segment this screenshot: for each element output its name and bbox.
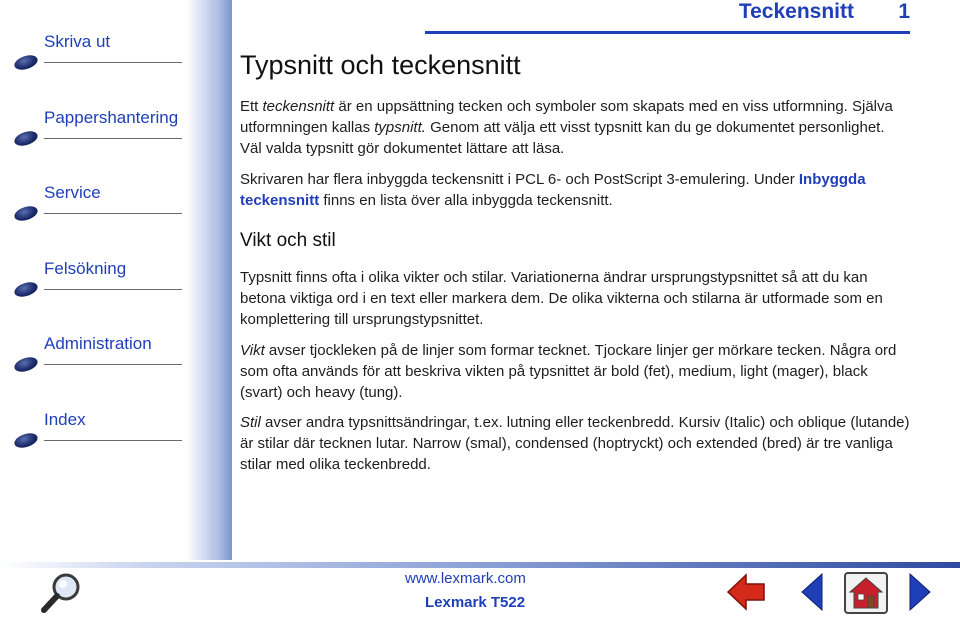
intro-paragraph [240, 96, 910, 159]
page-number: 1 [898, 0, 910, 23]
text: är en uppsättning tecken och symboler som skapats med en viss utformning. Själva utformningen kallas [240, 98, 893, 136]
bullet-icon [13, 53, 40, 73]
weight-style-paragraph: Typsnitt finns ofta i olika vikter och stilar. Variationerna ändrar ursprungstypsnittet så att du kan betona viktiga ord i en text eller markera dem. De olika vikterna och stilarna är utformade som en komplettering till ursprungstypsnittet. [240, 269, 883, 328]
emphasis: teckensnitt [262, 98, 335, 115]
text: finns en lista över alla inbyggda teckensnitt. [319, 192, 613, 209]
divider [44, 138, 182, 139]
bullet-icon [13, 431, 40, 451]
next-page-icon[interactable] [908, 572, 932, 612]
divider [44, 364, 182, 365]
weight-paragraph [240, 340, 910, 403]
divider [44, 289, 182, 290]
sidebar-item-label: Pappershantering [44, 108, 179, 127]
sidebar-item-label: Index [44, 410, 86, 429]
sidebar-item-label: Administration [44, 334, 152, 353]
sidebar-item-administration[interactable] [10, 330, 182, 378]
main-content [240, 50, 910, 473]
section-title: Vikt och stil [240, 230, 336, 251]
emphasis: Stil [240, 414, 261, 431]
search-icon[interactable] [38, 570, 86, 614]
divider [44, 213, 182, 214]
text: Genom att välja ett visst typsnitt kan du ge dokumentet personlighet. Väl valda typsnitt gör dokumentet lättare att läsa. [240, 119, 885, 157]
builtin-fonts-link[interactable]: Inbyggda teckensnitt [240, 171, 866, 209]
text: Ett [240, 98, 263, 115]
previous-page-icon[interactable] [800, 572, 824, 612]
website-link[interactable]: www.lexmark.com [405, 570, 526, 587]
sidebar-item-felsokning[interactable] [10, 255, 182, 303]
divider [44, 62, 182, 63]
sidebar-item-index[interactable] [10, 406, 182, 454]
sidebar-item-skriva-ut[interactable] [10, 28, 182, 76]
bullet-icon [13, 204, 40, 224]
footer-stripe [0, 562, 960, 568]
back-arrow-icon[interactable] [726, 572, 766, 612]
text: avser andra typsnittsändringar, t.ex. lutning eller teckenbredd. Kursiv (Italic) och oblique (lutande) är stilar där tecknen lutar. Narrow (smal), condensed (hoptryckt) och extended (bred) är tre vanliga stilar med olika teckenbredd. [240, 414, 910, 473]
text: avser tjockleken på de linjer som formar tecknet. Tjockare linjer ger mörkare tecken. Några ord som ofta används för att beskriva vikten på typsnittet är bold (fet), medium, light (mager), black (svart) och heavy (tung). [240, 342, 897, 401]
bullet-icon [13, 280, 40, 300]
bullet-icon [13, 129, 40, 149]
divider [44, 440, 182, 441]
sidebar-item-pappershantering[interactable] [10, 104, 182, 152]
page-title: Typsnitt och teckensnitt [240, 50, 521, 80]
bullet-icon [13, 355, 40, 375]
sidebar-item-label: Felsökning [44, 259, 127, 278]
home-icon[interactable] [844, 572, 888, 614]
emphasis: typsnitt. [374, 119, 426, 136]
text: Skrivaren har flera inbyggda teckensnitt i PCL 6- och PostScript 3-emulering. Under [240, 171, 799, 188]
sidebar-item-service[interactable] [10, 179, 182, 227]
sidebar-item-label: Skriva ut [44, 32, 111, 51]
emphasis: Vikt [240, 342, 265, 359]
header-title: Teckensnitt [738, 0, 854, 23]
builtin-fonts-paragraph [240, 169, 910, 211]
header-divider [425, 31, 910, 34]
product-model: Lexmark T522 [425, 594, 526, 611]
sidebar-item-label: Service [44, 183, 101, 202]
style-paragraph [240, 412, 910, 475]
